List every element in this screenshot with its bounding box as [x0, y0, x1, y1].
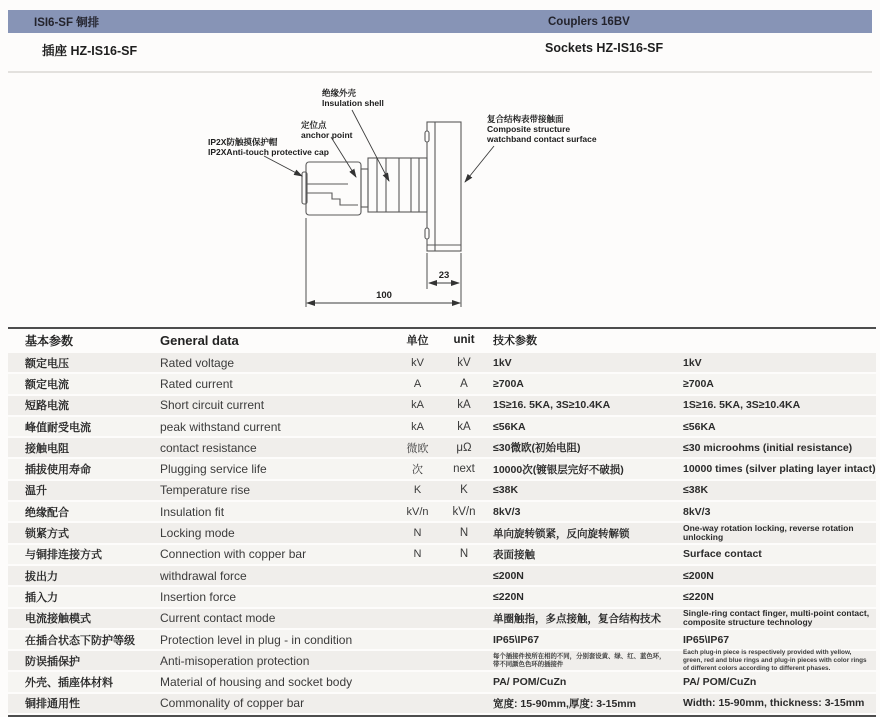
- cell-c2: Short circuit current: [160, 398, 265, 413]
- label-insulation-shell-zh: 绝缘外壳: [322, 88, 357, 98]
- table-row: [8, 374, 876, 395]
- cell-c5: ≥700A: [493, 377, 524, 390]
- subtitle-right: Sockets HZ-IS16-SF: [545, 41, 664, 55]
- cell-c3: kA: [411, 399, 424, 412]
- label-insulation-shell: [322, 88, 384, 108]
- cell-c5: 每个插接件按所在相的不同，分别套设黄、绿、红、蓝色环，带不同颜色色环的插接件: [493, 652, 666, 668]
- header-param-en: General data: [160, 332, 239, 348]
- cell-c3: kV/n: [406, 505, 429, 518]
- cell-c2: contact resistance: [160, 440, 257, 455]
- table-row: [8, 481, 876, 502]
- cell-c5: 表面接触: [493, 548, 535, 561]
- label-protective-cap: [208, 137, 329, 157]
- label-contact-surface-en1: Composite structure: [487, 124, 571, 135]
- cell-c4: N: [459, 548, 469, 561]
- cell-c5: 单圈触指，多点接触，复合结构技术: [493, 612, 661, 625]
- cell-c1: 短路电流: [25, 400, 69, 413]
- cell-c1: 插入力: [25, 591, 58, 604]
- cell-c5: 8kV/3: [493, 505, 521, 518]
- table-header-row: [8, 329, 876, 353]
- cell-c2: Temperature rise: [160, 483, 251, 498]
- cell-c5: 1kV: [493, 356, 512, 369]
- cell-c5: 宽度: 15-90mm,厚度: 3-15mm: [493, 697, 636, 710]
- label-anchor-point-zh: 定位点: [301, 120, 327, 130]
- drawing-linework: [0, 80, 880, 325]
- table-row: [8, 545, 876, 566]
- cell-c1: 锁紧方式: [25, 528, 69, 541]
- cell-c3: N: [413, 548, 422, 561]
- cell-c2: Plugging service life: [160, 462, 267, 477]
- cell-c2: Connection with copper bar: [160, 547, 307, 562]
- cell-c2: Rated current: [160, 376, 233, 391]
- cell-c5: 10000次(镀银层完好不破损): [493, 463, 624, 476]
- cell-c6: One-way rotation locking, reverse rotation unlocking: [683, 522, 854, 543]
- label-contact-surface-zh: 复合结构表带接触面: [487, 114, 564, 124]
- cell-c5: ≤30微欧(初始电阻): [493, 442, 581, 455]
- cell-c4: kV/n: [452, 505, 476, 518]
- cell-c3: A: [413, 377, 422, 390]
- cell-c1: 峰值耐受电流: [25, 421, 91, 434]
- label-contact-surface-en2: watchband contact surface: [487, 134, 597, 145]
- cell-c4: next: [453, 463, 475, 476]
- table-row: [8, 502, 876, 523]
- dimension-100: 100: [376, 290, 392, 301]
- label-protective-cap-zh: IP2X防触摸保护帽: [208, 137, 278, 147]
- subtitle-left: 插座 HZ-IS16-SF: [42, 44, 138, 58]
- cell-c6: 8kV/3: [683, 505, 711, 518]
- cell-c6: Each plug-in piece is respectively provided with yellow, green, red and blue rings and plug-in pieces with color rings of different colors according to different phases.: [683, 648, 867, 672]
- table-row: [8, 459, 876, 480]
- cell-c6: Surface contact: [683, 548, 762, 561]
- cell-c2: Insertion force: [160, 589, 237, 604]
- cell-c5: ≤200N: [493, 569, 524, 582]
- cell-c5: ≤220N: [493, 590, 524, 603]
- cell-c6: 1kV: [683, 356, 702, 369]
- cell-c1: 防误插保护: [25, 655, 80, 668]
- cell-c5: 单向旋转锁紧，反向旋转解锁: [493, 527, 630, 540]
- cell-c3: N: [413, 527, 422, 540]
- cell-c3: kV: [411, 356, 424, 369]
- header-param-zh: 基本参数: [25, 333, 74, 348]
- cell-c1: 与铜排连接方式: [25, 549, 102, 562]
- cell-c1: 拔出力: [25, 570, 58, 583]
- table-row: [8, 353, 876, 374]
- cell-c1: 温升: [25, 485, 47, 498]
- table-row: [8, 396, 876, 417]
- cell-c6: ≤38K: [683, 484, 709, 497]
- cell-c5: PA/ POM/CuZn: [493, 676, 567, 689]
- cell-c1: 绝缘配合: [25, 506, 69, 519]
- table-row: [8, 587, 876, 608]
- spec-table-rows: [8, 353, 876, 715]
- cell-c2: Material of housing and socket body: [160, 675, 353, 690]
- cell-c6: IP65\IP67: [683, 633, 730, 646]
- cell-c5: ≤56KA: [493, 420, 526, 433]
- table-row: [8, 523, 876, 544]
- cell-c4: μΩ: [456, 441, 472, 454]
- cell-c6: ≤56KA: [683, 420, 716, 433]
- cell-c4: kV: [457, 356, 471, 369]
- cell-c1: 额定电流: [25, 378, 69, 391]
- cell-c2: Anti-misoperation protection: [160, 653, 310, 668]
- table-row: [8, 648, 876, 672]
- cell-c6: 10000 times (silver plating layer intact): [683, 463, 876, 476]
- cell-c2: Commonality of copper bar: [160, 696, 305, 711]
- header-divider: [8, 71, 872, 73]
- cell-c3: K: [413, 484, 422, 497]
- cell-c5: ≤38K: [493, 484, 519, 497]
- cell-c3: 微欧: [406, 442, 429, 455]
- cell-c1: 额定电压: [25, 357, 69, 370]
- table-row: [8, 438, 876, 459]
- cell-c1: 电流接触模式: [25, 613, 91, 626]
- table-row: [8, 609, 876, 630]
- cell-c6: PA/ POM/CuZn: [683, 676, 757, 689]
- cell-c3: 次: [412, 464, 423, 477]
- header-unit-en: unit: [453, 334, 475, 346]
- cell-c5: IP65\IP67: [493, 633, 540, 646]
- cell-c4: kA: [457, 420, 471, 433]
- cell-c4: K: [460, 484, 468, 497]
- cell-c1: 接触电阻: [25, 442, 69, 455]
- title-bar: [8, 10, 872, 33]
- cell-c6: 1S≥16. 5KA, 3S≥10.4KA: [683, 399, 801, 412]
- cell-c2: Rated voltage: [160, 355, 235, 370]
- cell-c2: peak withstand current: [160, 419, 281, 434]
- cell-c2: Insulation fit: [160, 504, 225, 519]
- cell-c5: 1S≥16. 5KA, 3S≥10.4KA: [493, 399, 611, 412]
- cell-c2: Current contact mode: [160, 611, 276, 626]
- cell-c6: ≥700A: [683, 377, 714, 390]
- header-tech-zh: 技术参数: [493, 335, 537, 347]
- cell-c1: 插拔使用寿命: [25, 464, 91, 477]
- cell-c4: N: [459, 527, 469, 540]
- table-row: [8, 566, 876, 587]
- label-protective-cap-en: IP2XAnti-touch protective cap: [208, 147, 329, 158]
- cell-c2: Protection level in plug - in condition: [160, 632, 353, 647]
- title-right: Couplers 16BV: [548, 15, 630, 28]
- table-row: [8, 417, 876, 438]
- cell-c6: Width: 15-90mm, thickness: 3-15mm: [683, 697, 865, 710]
- cell-c6: ≤220N: [683, 590, 714, 603]
- cell-c6: ≤200N: [683, 569, 714, 582]
- cell-c1: 铜排通用性: [25, 698, 80, 711]
- cell-c1: 在插合状态下防护等级: [25, 634, 135, 647]
- cell-c4: kA: [457, 399, 471, 412]
- label-anchor-point-en: anchor point: [301, 130, 353, 141]
- cell-c4: A: [460, 377, 468, 390]
- dimension-23: 23: [438, 270, 450, 281]
- label-insulation-shell-en: Insulation shell: [322, 98, 384, 109]
- cell-c1: 外壳、插座体材料: [25, 677, 113, 690]
- cell-c2: withdrawal force: [160, 568, 247, 583]
- subtitle-row: [0, 38, 880, 62]
- table-row: [8, 672, 876, 693]
- cell-c3: kA: [411, 420, 424, 433]
- cell-c6: ≤30 microohms (initial resistance): [683, 441, 853, 454]
- cell-c2: Locking mode: [160, 526, 235, 541]
- technical-drawing: [0, 80, 880, 325]
- title-left: ISI6-SF 铜排: [34, 16, 100, 29]
- header-unit-zh: 单位: [406, 335, 429, 347]
- cell-c6: Single-ring contact finger, multi-point contact, composite structure technology: [683, 607, 870, 628]
- table-row: [8, 694, 876, 715]
- label-contact-surface: [487, 114, 597, 144]
- spec-table: [8, 327, 876, 717]
